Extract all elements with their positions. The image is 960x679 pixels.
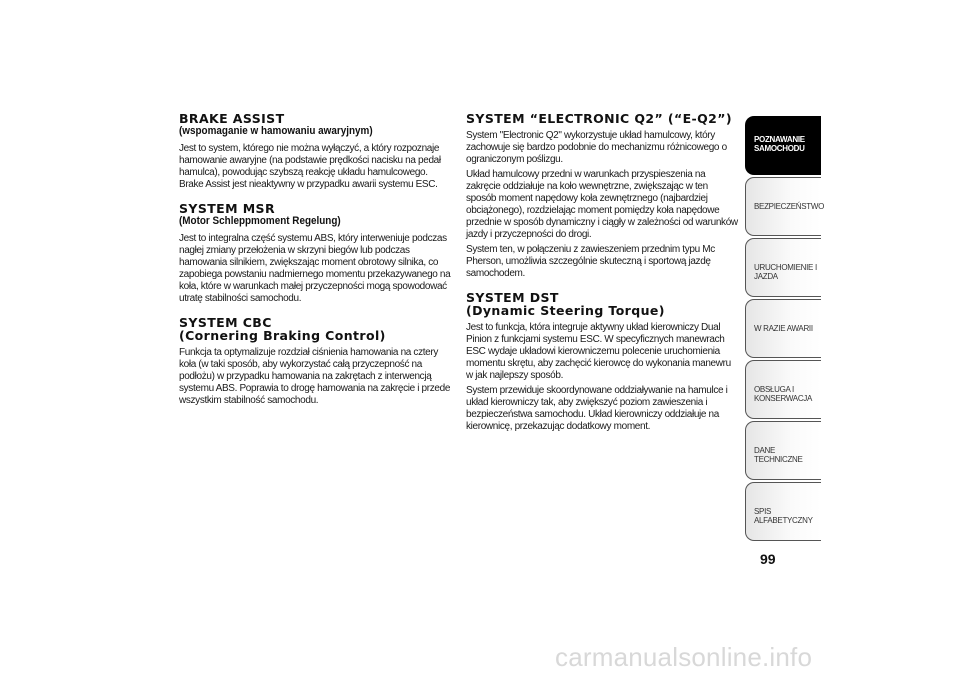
section-brake-assist [179, 112, 451, 191]
tab-label: DANE TECHNICZNE [754, 446, 803, 464]
section-subtitle: (Motor Schleppmoment Regelung) [179, 215, 341, 227]
section-paragraph: System przewiduje skoordynowane oddziaływanie na hamulce i układ kierowniczy tak, aby zwiększyć poziom zawieszenia i bezpieczeństwa samochodu. Układ kierowniczy oddziałuje na kierownicę, przekazując dodatkowy moment. [466, 385, 728, 432]
tab-label: URUCHOMIENIE I JAZDA [754, 263, 817, 281]
section-title: SYSTEM “ELECTRONIC Q2” (“E-Q2”) [466, 111, 732, 126]
tab-label: SPIS ALFABETYCZNY [754, 507, 813, 525]
section-system-msr [179, 202, 451, 305]
section-title: SYSTEM DST [466, 290, 559, 305]
section-title: BRAKE ASSIST [179, 111, 285, 126]
tab-poznawanie-samochodu[interactable] [745, 116, 821, 175]
tab-label: OBSŁUGA I KONSERWACJA [754, 385, 813, 403]
tab-dane-techniczne[interactable] [745, 421, 821, 480]
section-system-cbc [179, 316, 451, 407]
chapter-tabs [745, 116, 825, 543]
tab-w-razie-awarii[interactable] [745, 299, 821, 358]
section-paragraph: System ten, w połączeniu z zawieszeniem przednim typu Mc Pherson, umożliwia szczególnie skuteczną i sportową jazdę samochodem. [466, 244, 715, 279]
tab-label: W RAZIE AWARII [754, 324, 813, 333]
section-subtitle: (wspomaganie w hamowaniu awaryjnym) [179, 125, 373, 137]
tab-bezpieczenstwo[interactable] [745, 177, 825, 236]
tab-label: BEZPIECZEŃSTWO [754, 202, 825, 211]
section-paragraph: System "Electronic Q2" wykorzystuje układ hamulcowy, który zachowuje się bardzo podobnie do mechanizmu różnicowego o ograniczonym poślizgu. [466, 130, 727, 165]
section-paragraph: Jest to system, którego nie można wyłączyć, a który rozpoznaje hamowanie awaryjne (na podstawie prędkości nacisku na pedał hamulca), powodując szybszą reakcję układu hamulcowego. Brake Assist jest nieaktywny w przypadku awarii systemu ESC. [179, 143, 441, 190]
section-system-dst [466, 291, 740, 433]
right-column [466, 112, 740, 444]
page-number: 99 [760, 551, 776, 567]
section-paragraph: Układ hamulcowy przedni w warunkach przyspieszenia na zakręcie oddziałuje na koło wewnętrzne, zwiększając w ten sposób moment napędowy koła zewnętrznego (najbardziej obciążonego), rozdzielając moment pomiędzy koła napędowe przednie w sposób dynamiczny i ciągły w zależności od warunków jazdy i przyczepności do drogi. [466, 169, 738, 240]
section-title: SYSTEM MSR [179, 201, 275, 216]
section-subtitle: (Cornering Braking Control) [179, 328, 386, 343]
watermark: carmanualsonline.info [555, 642, 813, 672]
tab-spis-alfabetyczny[interactable] [745, 482, 821, 541]
left-column [179, 112, 451, 418]
tab-obsluga-i-konserwacja[interactable] [745, 360, 821, 419]
section-paragraph: Funkcja ta optymalizuje rozdział ciśnienia hamowania na cztery koła (w taki sposób, aby wykorzystać całą przyczepność na podłożu) w przypadku hamowania na zakrętach z interwencją systemu ABS. Poprawia to drogę hamowania na zakręcie i przede wszystkim stabilność samochodu. [179, 347, 451, 406]
tab-uruchomienie-i-jazda[interactable] [745, 238, 821, 297]
section-paragraph: Jest to funkcja, która integruje aktywny układ kierowniczy Dual Pinion z funkcjami systemu ESC. W specyficznych manewrach ESC wydaje układowi kierowniczemu polecenie uruchomienia momentu skrętu, aby zachęcić kierowcę do wykonania manewru w jak najlepszy sposób. [466, 322, 731, 381]
section-subtitle: (Dynamic Steering Torque) [466, 303, 665, 318]
tab-label: POZNAWANIE SAMOCHODU [754, 135, 805, 153]
section-electronic-q2 [466, 112, 740, 280]
section-title: SYSTEM CBC [179, 315, 272, 330]
section-paragraph: Jest to integralna część systemu ABS, który interweniuje podczas nagłej zmiany przełożenia w skrzyni biegów lub podczas hamowania silnikiem, zwiększając moment obrotowy silnika, co zapobiega powstaniu nadmiernego momentu przekazywanego na koła, które w warunkach małej przyczepności mogą spowodować utratę stabilności samochodu. [179, 233, 451, 304]
